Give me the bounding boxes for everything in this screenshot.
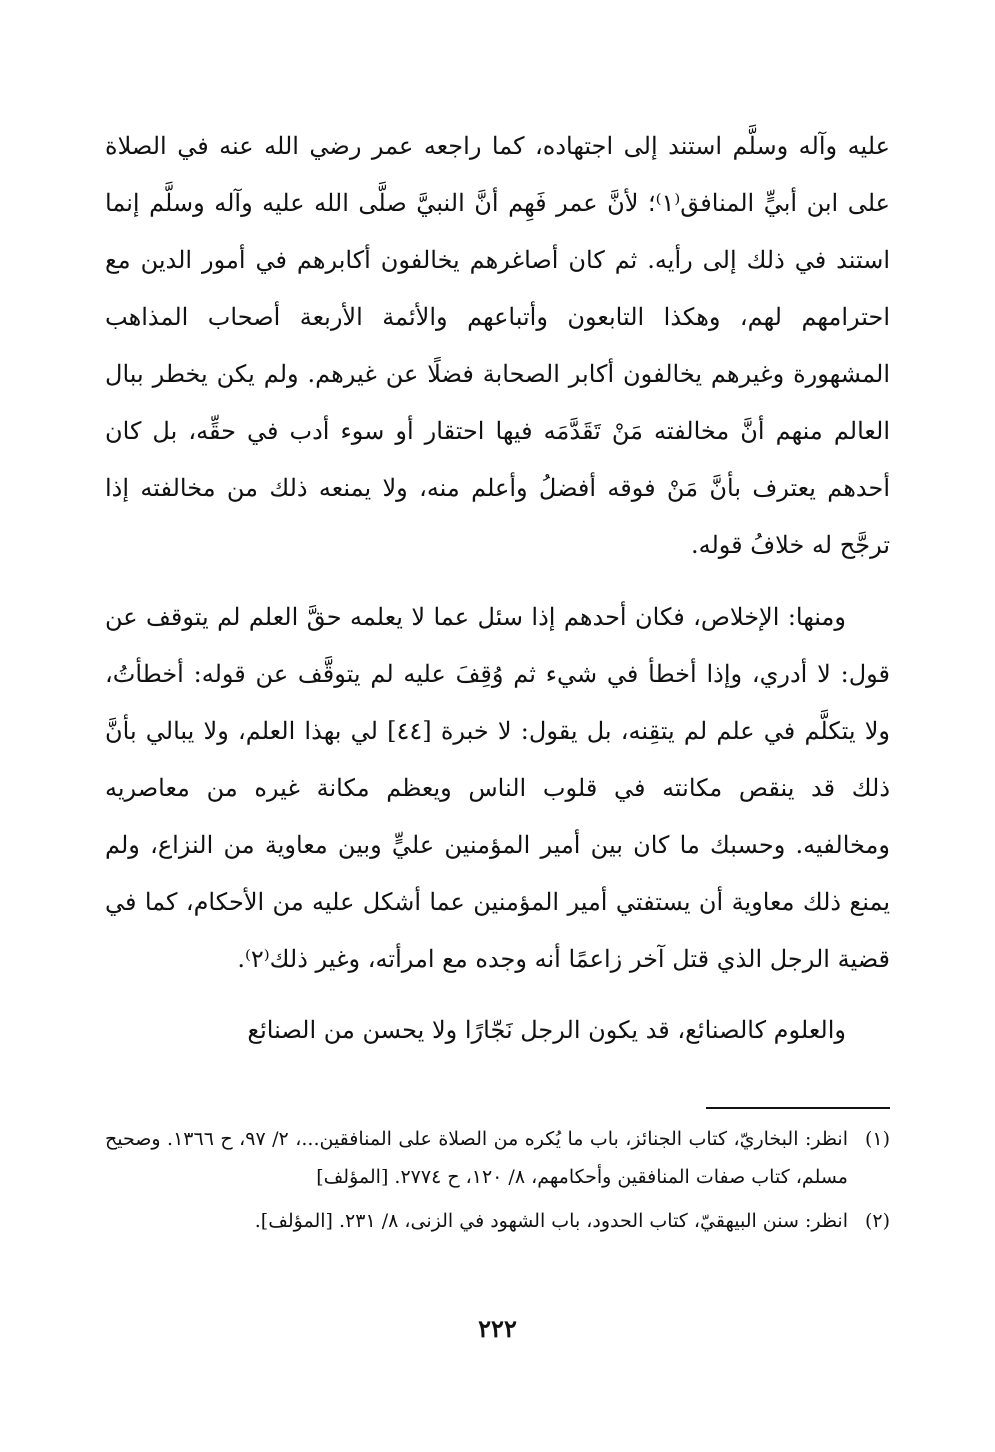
paragraph-3: والعلوم كالصنائع، قد يكون الرجل نَجّارًا ولا يحسن من الصنائع bbox=[247, 1016, 846, 1044]
footnote-1 bbox=[105, 1120, 890, 1196]
footnote-text: انظر: البخاريّ، كتاب الجنائز، باب ما يُكره من الصلاة على المنافقين...، ٢/ ٩٧، ح ١٣٦٦. وصحيح مسلم، كتاب صفات المنافقين وأحكامهم، ٨/ ١٢٠، ح ٢٧٧٤. [المؤلف] bbox=[105, 1128, 848, 1188]
footnote-number: (١) bbox=[864, 1128, 890, 1150]
footnote-text: انظر: سنن البيهقيّ، كتاب الحدود، باب الشهود في الزنى، ٨/ ٢٣١. [المؤلف]. bbox=[254, 1210, 848, 1232]
page-number: ٢٢٢ bbox=[478, 1314, 517, 1343]
footnote-2 bbox=[105, 1202, 890, 1240]
paragraph-2: ومنها: الإخلاص، فكان أحدهم إذا سئل عما لا يعلمه حقَّ العلم لم يتوقف عن قول: لا أدري، وإذا أخطأ في شيء ثم وُقِفَ عليه لم يتوقَّف عن قوله: أخطأتُ، ولا يتكلَّم في علم لم يتقِنه، بل يقول: لا خبرة [٤٤] لي بهذا العلم، ولا يبالي بأنَّ ذلك قد ينقص مكانته في قلوب الناس ويعظم مكانة غيره من معاصريه ومخالفيه. وحسبك ما كان بين أمير المؤمنين عليٍّ وبين معاوية من النزاع، ولم يمنع ذلك معاوية أن يستفتي أمير المؤمنين عما أشكل عليه من الأحكام، كما في قضية الرجل الذي قتل آخر زاعمًا أنه وجده مع امرأته، وغير ذلك⁽٢⁾. bbox=[105, 603, 891, 973]
footnote-separator bbox=[706, 1107, 890, 1109]
main-text bbox=[105, 118, 890, 1059]
paragraph-1: عليه وآله وسلَّم استند إلى اجتهاده، كما راجعه عمر رضي الله عنه في الصلاة على ابن أبيٍّ المنافق⁽١⁾؛ لأنَّ عمر فَهِم أنَّ النبيَّ صلَّى الله عليه وآله وسلَّم إنما استند في ذلك إلى رأيه. ثم كان أصاغرهم يخالفون أكابرهم في أمور الدين مع احترامهم لهم، وهكذا التابعون وأتباعهم والأئمة الأربعة أصحاب المذاهب المشهورة وغيرهم يخالفون أكابر الصحابة فضلًا عن غيرهم. ولم يكن يخطر ببال العالم منهم أنَّ مخالفته مَنْ تَقَدَّمَه فيها احتقار أو سوء أدب في حقِّه، بل كان أحدهم يعترف بأنَّ مَنْ فوقه أفضلُ وأعلم منه، ولا يمنعه ذلك من مخالفته إذا ترجَّح له خلافُ قوله. bbox=[105, 132, 891, 559]
footnote-number: (٢) bbox=[864, 1210, 890, 1232]
footnotes bbox=[105, 1120, 890, 1240]
